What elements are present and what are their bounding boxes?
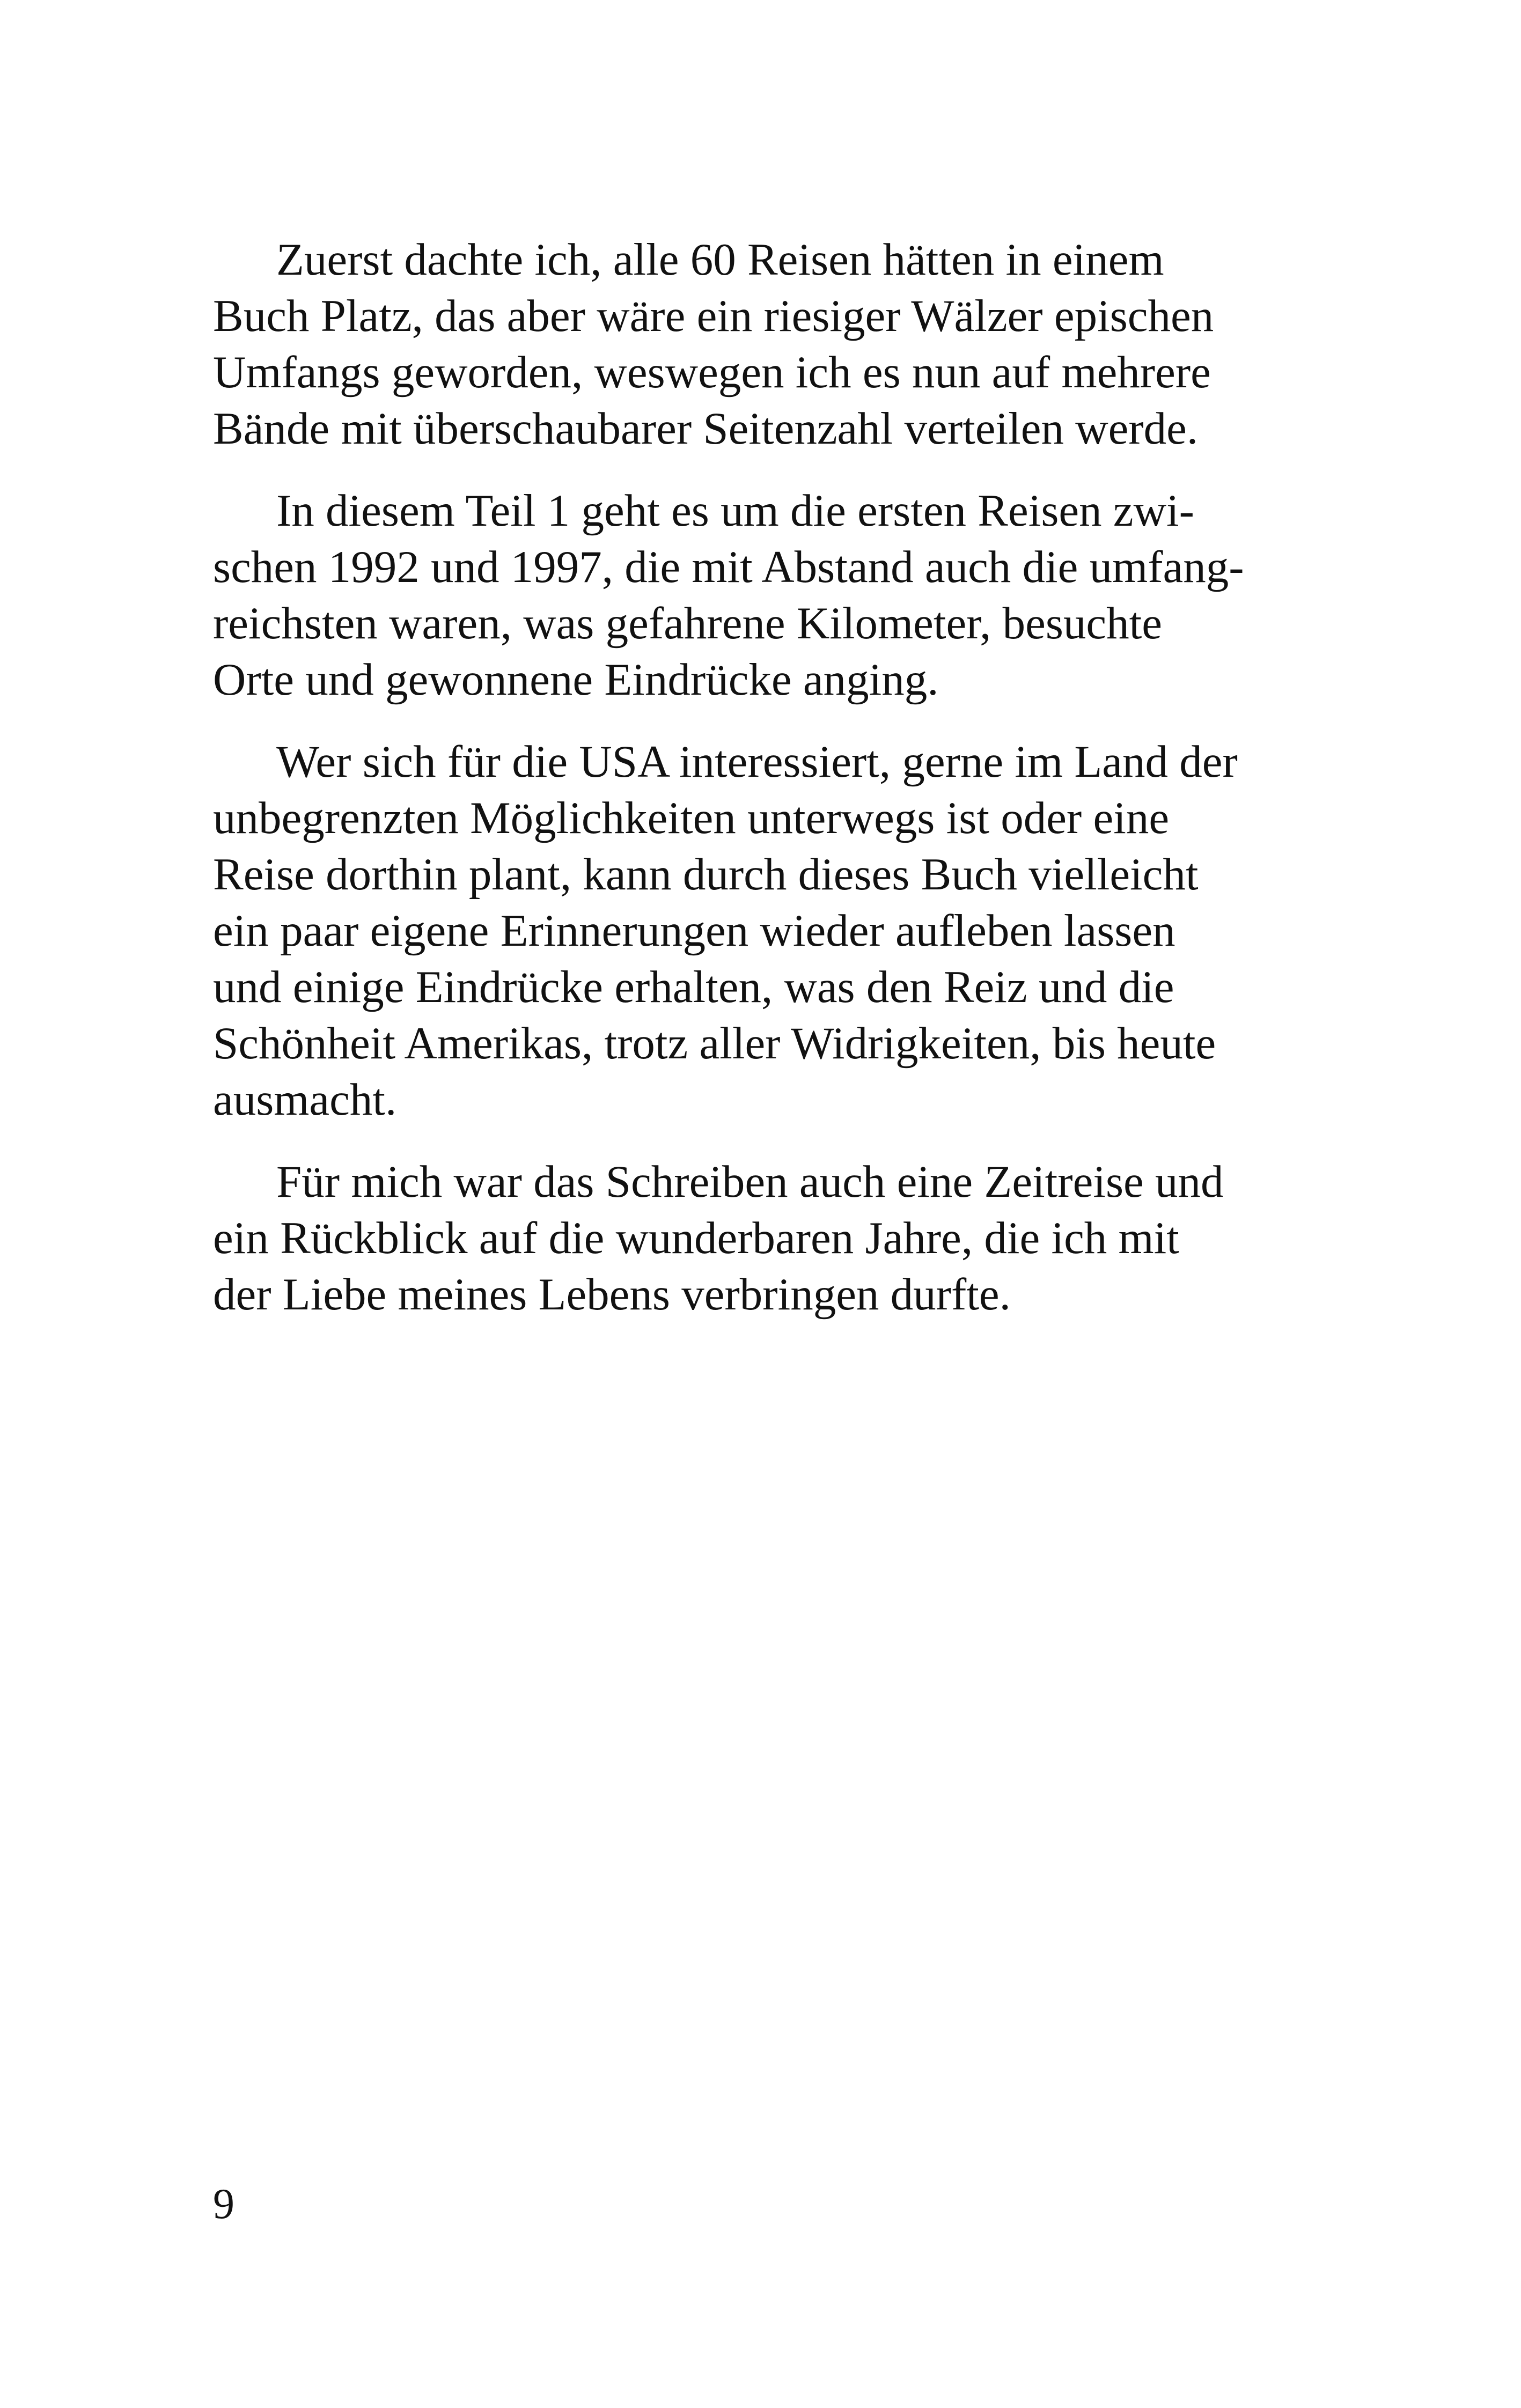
text-line: Orte und gewonnene Eindrücke anging. xyxy=(213,654,939,705)
paragraph-4 xyxy=(213,1154,1329,1323)
text-line: reichsten waren, was gefahrene Kilometer, besuchte xyxy=(213,598,1162,649)
text-line: Bände mit überschaubarer Seitenzahl verteilen werde. xyxy=(213,403,1199,454)
body-text xyxy=(213,232,1329,1349)
page-number: 9 xyxy=(213,2181,234,2228)
text-line: Schönheit Amerikas, trotz aller Widrigkeiten, bis heute xyxy=(213,1018,1216,1069)
paragraph-2 xyxy=(213,483,1329,708)
text-line: schen 1992 und 1997, die mit Abstand auch die umfang- xyxy=(213,542,1244,592)
text-line: Für mich war das Schreiben auch eine Zeitreise und xyxy=(276,1157,1224,1207)
text-line: Buch Platz, das aber wäre ein riesiger Wälzer epischen xyxy=(213,291,1214,341)
text-line: Wer sich für die USA interessiert, gerne im Land der xyxy=(276,737,1238,787)
text-line: und einige Eindrücke erhalten, was den Reiz und die xyxy=(213,962,1174,1012)
text-line: In diesem Teil 1 geht es um die ersten Reisen zwi- xyxy=(276,485,1194,536)
text-line: unbegrenzten Möglichkeiten unterwegs ist oder eine xyxy=(213,793,1170,843)
text-line: Reise dorthin plant, kann durch dieses Buch vielleicht xyxy=(213,849,1199,900)
text-line: der Liebe meines Lebens verbringen durfte. xyxy=(213,1269,1011,1320)
text-line: ein paar eigene Erinnerungen wieder aufleben lassen xyxy=(213,905,1175,956)
paragraph-1 xyxy=(213,232,1329,457)
text-line: Zuerst dachte ich, alle 60 Reisen hätten in einem xyxy=(276,234,1164,285)
text-line: ausmacht. xyxy=(213,1074,397,1125)
text-line: ein Rückblick auf die wunderbaren Jahre, die ich mit xyxy=(213,1213,1179,1263)
paragraph-3 xyxy=(213,734,1329,1128)
text-line: Umfangs geworden, weswegen ich es nun auf mehrere xyxy=(213,347,1211,397)
